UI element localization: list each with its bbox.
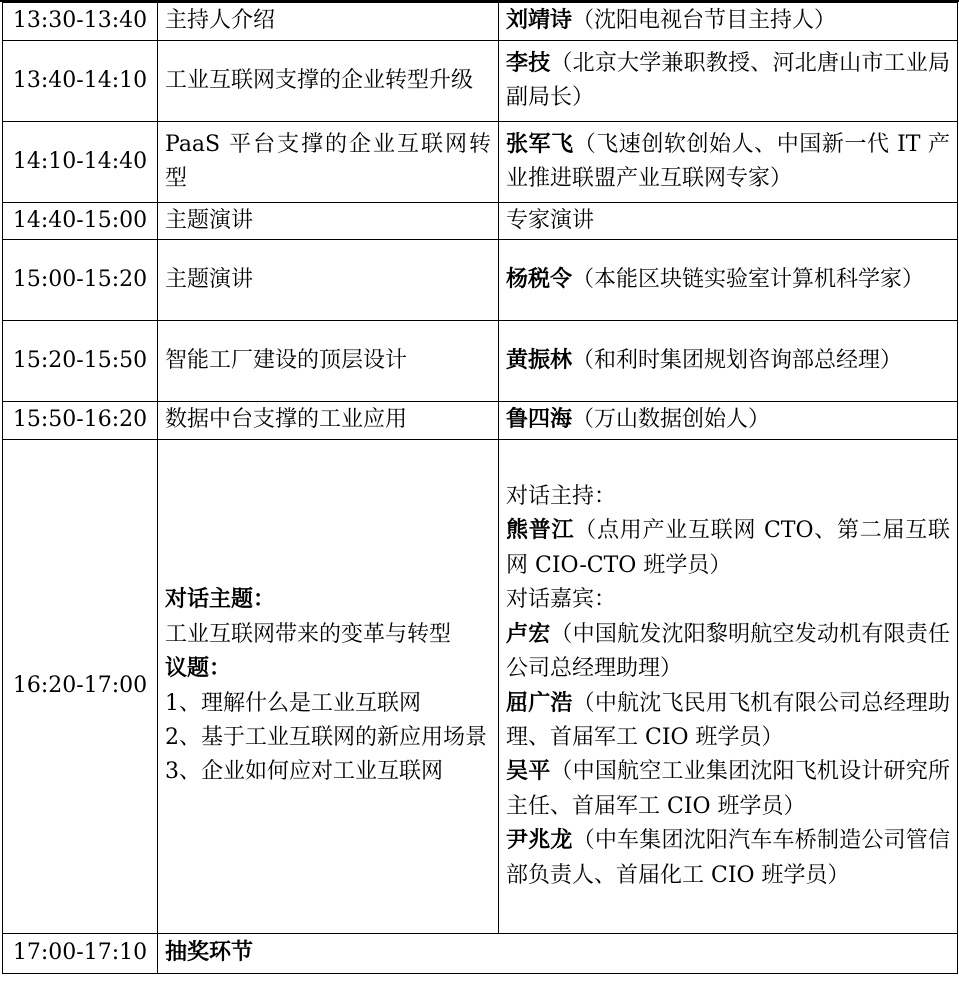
guest-name: 尹兆龙: [506, 828, 573, 854]
dialogue-speaker-cell: [499, 440, 958, 934]
speaker-cell: [499, 402, 958, 440]
table-row: [3, 321, 958, 402]
speaker-name: 杨税令: [506, 266, 573, 292]
table-row: [3, 122, 958, 203]
table-row: [3, 3, 958, 41]
table-row: [3, 41, 958, 122]
topic-cell: [158, 934, 958, 974]
speaker-cell: [499, 122, 958, 203]
time-cell: 13:40-14:10: [3, 41, 158, 122]
dialogue-issues-label: 议题：: [165, 656, 232, 682]
table-row: [3, 203, 958, 240]
speaker-name: 鲁四海: [506, 407, 573, 433]
dialogue-topic-cell: [158, 440, 499, 934]
time-cell: 14:40-15:00: [3, 203, 158, 240]
table-row: [3, 402, 958, 440]
speaker-desc: （沈阳电视台节目主持人）: [572, 8, 837, 34]
guest-name: 屈广浩: [506, 690, 573, 716]
dialogue-issue: 1、理解什么是工业互联网: [165, 690, 421, 716]
topic-cell: 主题演讲: [158, 203, 499, 240]
guest-entry: [506, 687, 950, 756]
guest-desc: （中国航发沈阳黎明航空发动机有限责任公司总经理助理）: [506, 621, 950, 682]
speaker-desc: （北京大学兼职教授、河北唐山市工业局副局长）: [506, 50, 950, 110]
guest-name: 吴平: [506, 759, 551, 785]
guests-label: 对话嘉宾：: [506, 587, 617, 613]
speaker-name: 李技: [506, 50, 551, 76]
guest-name: 卢宏: [506, 621, 551, 647]
speaker-desc: （万山数据创始人）: [572, 407, 771, 433]
speaker-desc: （飞速创软创始人、中国新一代 IT 产业推进联盟产业互联网专家）: [506, 131, 950, 191]
time-cell: 17:00-17:10: [3, 934, 158, 974]
speaker-desc: （和利时集团规划咨询部总经理）: [572, 347, 903, 373]
time-cell: 15:00-15:20: [3, 240, 158, 321]
speaker-cell: 专家演讲: [499, 203, 958, 240]
guest-entry: [506, 824, 950, 893]
host-label: 对话主持：: [506, 484, 617, 510]
topic-cell: 智能工厂建设的顶层设计: [158, 321, 499, 402]
guest-desc: （中国航空工业集团沈阳飞机设计研究所主任、首届军工 CIO 班学员）: [506, 759, 950, 819]
speaker-cell: [499, 3, 958, 41]
topic-cell: 主题演讲: [158, 240, 499, 321]
lottery-label: 抽奖环节: [165, 940, 254, 966]
topic-cell: 数据中台支撑的工业应用: [158, 402, 499, 440]
agenda-table: [2, 2, 958, 974]
host-desc: （点用产业互联网 CTO、第二届互联网 CIO-CTO 班学员）: [506, 518, 950, 578]
time-cell: 15:20-15:50: [3, 321, 158, 402]
speaker-name: 刘靖诗: [506, 8, 573, 34]
guest-desc: （中航沈飞民用飞机有限公司总经理助理、首届军工 CIO 班学员）: [506, 690, 950, 750]
time-cell: 15:50-16:20: [3, 402, 158, 440]
speaker-name: 张军飞: [506, 131, 574, 157]
time-cell: 14:10-14:40: [3, 122, 158, 203]
time-cell: 16:20-17:00: [3, 440, 158, 934]
topic-cell: 工业互联网支撑的企业转型升级: [158, 41, 499, 122]
dialogue-issue: 2、基于工业互联网的新应用场景: [165, 724, 487, 750]
speaker-cell: [499, 240, 958, 321]
table-row: [3, 240, 958, 321]
dialogue-theme: 工业互联网带来的变革与转型: [165, 621, 452, 647]
guest-desc: （中车集团沈阳汽车车桥制造公司管信部负责人、首届化工 CIO 班学员）: [506, 828, 950, 888]
table-row: [3, 934, 958, 974]
speaker-name: 黄振林: [506, 347, 573, 373]
dialogue-issue: 3、企业如何应对工业互联网: [165, 759, 443, 785]
guest-entry: [506, 755, 950, 824]
table-row: [3, 440, 958, 934]
speaker-desc: （本能区块链实验室计算机科学家）: [572, 266, 925, 292]
host-entry: [506, 514, 950, 583]
guest-entry: [506, 618, 950, 687]
host-name: 熊普江: [506, 518, 575, 544]
topic-cell: 主持人介绍: [158, 3, 499, 41]
time-cell: 13:30-13:40: [3, 3, 158, 41]
topic-cell: PaaS 平台支撑的企业互联网转型: [158, 122, 499, 203]
speaker-cell: [499, 41, 958, 122]
speaker-cell: [499, 321, 958, 402]
dialogue-theme-label: 对话主题：: [165, 587, 276, 613]
